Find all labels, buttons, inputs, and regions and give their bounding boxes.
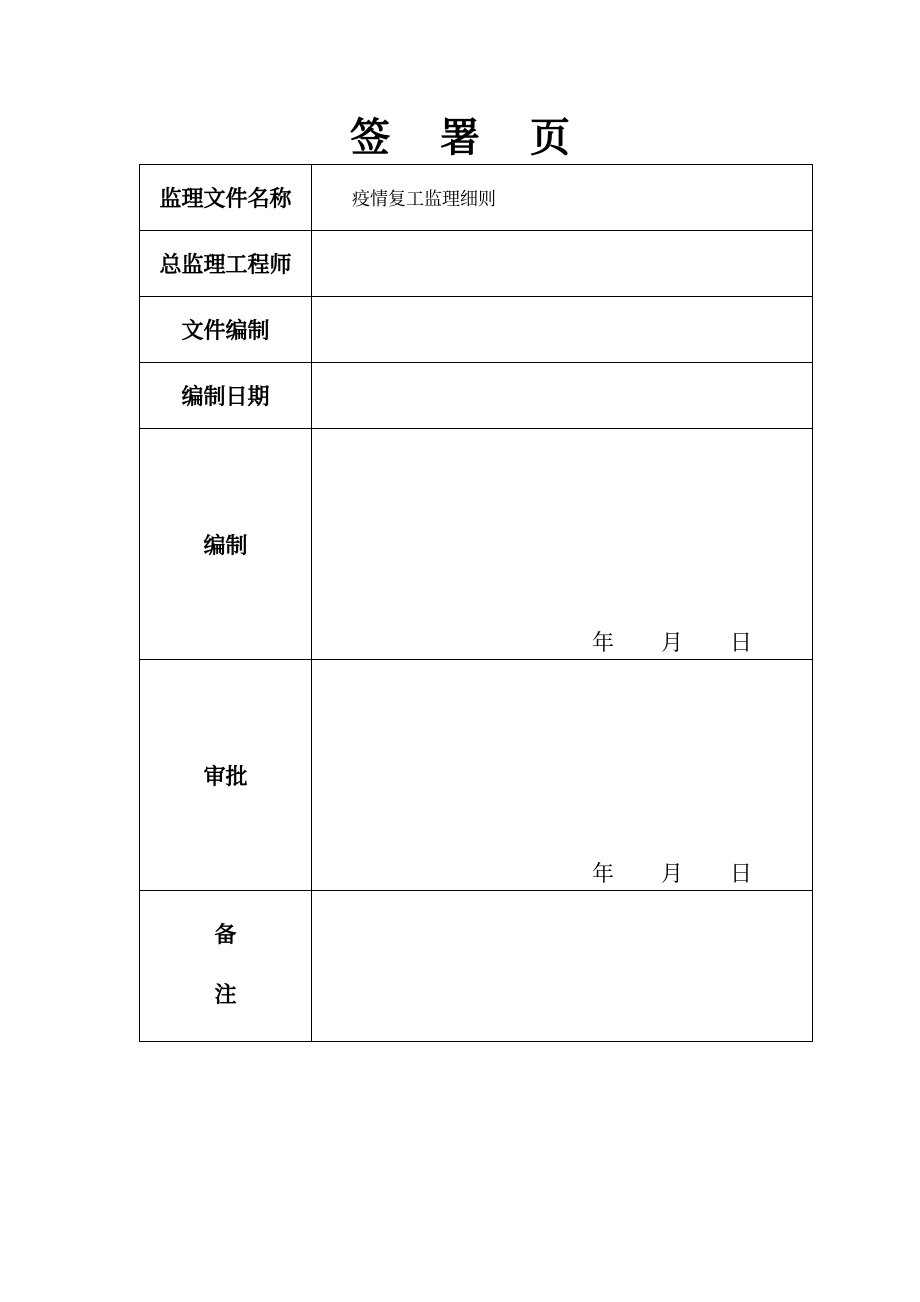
approve-sign-cell xyxy=(312,660,813,891)
chief-engineer-value-cell xyxy=(312,231,813,297)
compile-sign-cell xyxy=(312,429,813,660)
compile-year-label: 年 xyxy=(591,631,614,656)
compile-label: 编制 xyxy=(140,429,312,660)
remark-label-cell xyxy=(140,891,312,1042)
table-row-file-compile xyxy=(140,297,813,363)
table-row-compile xyxy=(140,429,813,660)
table-row-approve xyxy=(140,660,813,891)
table-row-chief-engineer xyxy=(140,231,813,297)
file-compile-value-cell xyxy=(312,297,813,363)
approve-date-line xyxy=(592,857,752,888)
approve-year-label: 年 xyxy=(591,862,614,887)
compile-date-line xyxy=(592,626,752,657)
file-compile-label: 文件编制 xyxy=(140,297,312,363)
table-row-file-name xyxy=(140,165,813,231)
compile-month-label: 月 xyxy=(660,631,683,656)
remark-label-char-2: 注 xyxy=(214,983,237,1008)
approve-day-label: 日 xyxy=(729,862,752,887)
compile-date-value-cell xyxy=(312,363,813,429)
remark-label-char-1: 备 xyxy=(214,923,237,948)
table-row-compile-date xyxy=(140,363,813,429)
file-name-value-cell xyxy=(312,165,813,231)
page-title xyxy=(0,108,920,168)
file-name-label: 监理文件名称 xyxy=(140,165,312,231)
table-row-remark xyxy=(140,891,813,1042)
title-char-2: 署 xyxy=(440,115,480,161)
remark-value-cell xyxy=(312,891,813,1042)
chief-engineer-label: 总监理工程师 xyxy=(140,231,312,297)
compile-date-label: 编制日期 xyxy=(140,363,312,429)
title-char-1: 签 xyxy=(350,115,391,161)
compile-day-label: 日 xyxy=(729,631,752,656)
approve-label: 审批 xyxy=(140,660,312,891)
signature-table xyxy=(139,164,813,1042)
approve-month-label: 月 xyxy=(660,862,683,887)
file-name-value: 疫情复工监理细则 xyxy=(352,188,496,210)
title-char-3: 页 xyxy=(529,115,570,161)
